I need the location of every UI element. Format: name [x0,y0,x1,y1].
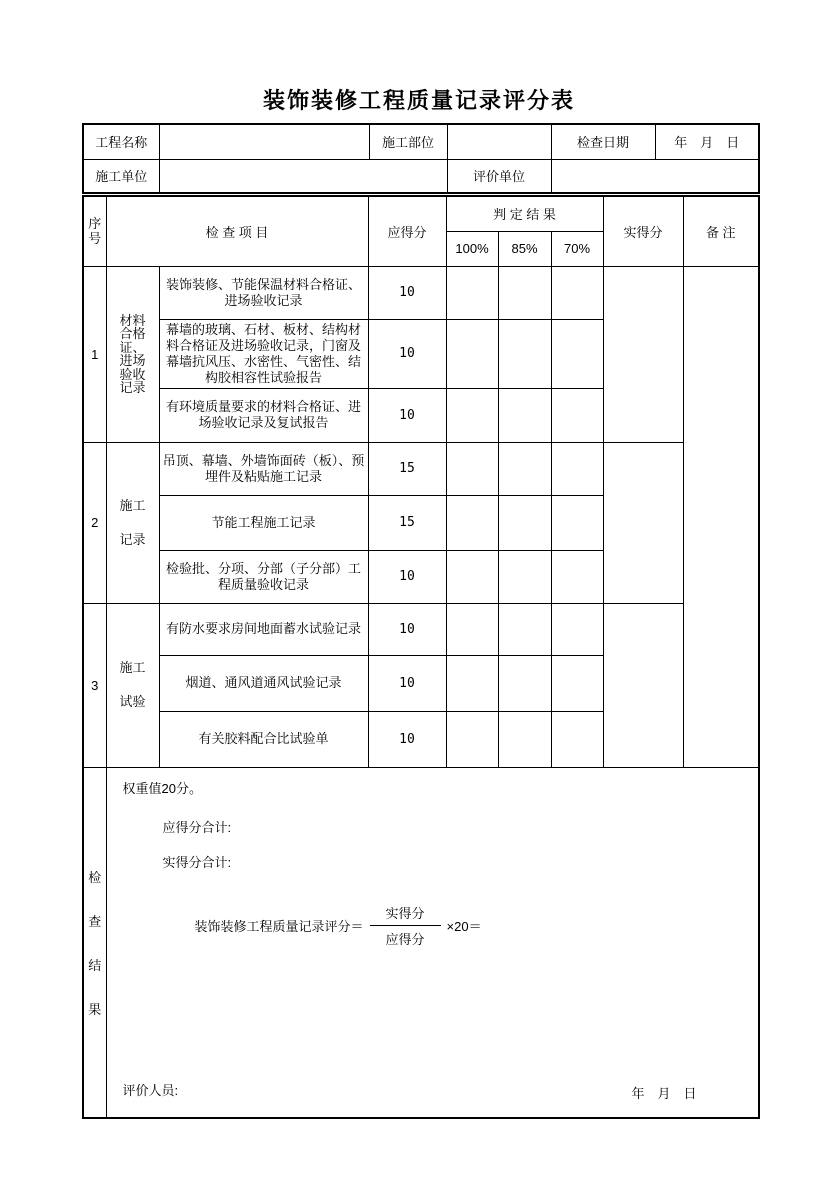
construction-unit-label: 施工单位 [83,159,159,193]
judgment-85-cell [498,711,551,767]
score-table [82,195,760,1119]
judgment-100-cell [446,655,498,711]
header-judgment-100: 100% [446,231,498,266]
judgment-70-cell [551,655,603,711]
actual-score-cell-group1 [603,266,683,442]
actual-total-label: 实得分合计: [162,854,232,870]
header-actual-score: 实得分 [603,196,683,266]
item-cell: 有关胶料配合比试验单 [159,711,368,767]
expected-total-label: 应得分合计: [162,819,232,835]
judgment-70-cell [551,495,603,550]
evaluation-unit-value [551,159,759,193]
expected-score-cell: 10 [368,388,446,442]
construction-part-value [447,124,551,159]
expected-score-cell: 10 [368,711,446,767]
evaluator-label: 评价人员: [122,1082,179,1098]
check-result-char: 结 [88,957,102,973]
expected-score-cell: 10 [368,319,446,388]
judgment-85-cell [498,266,551,319]
item-cell: 幕墙的玻璃、石材、板材、结构材料合格证及进场验收记录，门窗及幕墙抗风压、水密性、气密性、结构胶相容性试验报告 [159,319,368,388]
judgment-100-cell [446,550,498,603]
expected-score-cell: 15 [368,495,446,550]
item-cell: 装饰装修、节能保温材料合格证、进场验收记录 [159,266,368,319]
item-cell: 有防水要求房间地面蓄水试验记录 [159,603,368,655]
judgment-85-cell [498,388,551,442]
header-judgment-70: 70% [551,231,603,266]
judgment-70-cell [551,442,603,495]
seq-cell-group2: 2 [83,442,106,603]
check-date-value: 年 月 日 [655,124,759,159]
judgment-100-cell [446,266,498,319]
project-name-label: 工程名称 [83,124,159,159]
item-cell: 有环境质量要求的材料合格证、进场验收记录及复试报告 [159,388,368,442]
judgment-70-cell [551,319,603,388]
judgment-70-cell [551,388,603,442]
item-cell: 节能工程施工记录 [159,495,368,550]
judgment-85-cell [498,603,551,655]
category-cell-group2: 施工记录 [106,442,159,603]
expected-score-cell: 15 [368,442,446,495]
evaluation-unit-label: 评价单位 [447,159,551,193]
formula-denominator: 应得分 [385,931,425,947]
category-cell-group3: 施工试验 [106,603,159,767]
check-date-label: 检查日期 [551,124,655,159]
expected-score-cell: 10 [368,655,446,711]
check-result-char: 查 [88,913,102,929]
item-cell: 烟道、通风道通风试验记录 [159,655,368,711]
judgment-100-cell [446,319,498,388]
check-result-label [84,867,106,1018]
judgment-85-cell [498,655,551,711]
formula-fraction [370,902,441,949]
item-cell: 检验批、分项、分部（子分部）工程质量验收记录 [159,550,368,603]
result-date: 年 月 日 [631,1085,697,1101]
header-judgment-85: 85% [498,231,551,266]
header-judgment: 判 定 结 果 [446,196,603,231]
check-result-content [106,767,759,1118]
judgment-100-cell [446,495,498,550]
judgment-70-cell [551,266,603,319]
construction-unit-value [159,159,447,193]
judgment-85-cell [498,319,551,388]
page-title: 装饰装修工程质量记录评分表 [262,88,575,113]
judgment-70-cell [551,550,603,603]
header-expected-score: 应得分 [368,196,446,266]
actual-score-cell-group3 [603,603,683,767]
judgment-100-cell [446,711,498,767]
header-seq: 序号 [83,196,106,266]
judgment-70-cell [551,603,603,655]
judgment-100-cell [446,388,498,442]
project-name-value [159,124,369,159]
check-result-char: 果 [88,1001,102,1017]
formula-suffix: ×20＝ [446,918,482,934]
info-table [82,123,760,194]
remark-cell [683,266,759,767]
formula-prefix: 装饰装修工程质量记录评分＝ [194,918,364,934]
judgment-70-cell [551,711,603,767]
actual-score-cell-group2 [603,442,683,603]
category-cell-group1: 材料合格证、进场验收记录 [106,266,159,442]
judgment-100-cell [446,603,498,655]
judgment-85-cell [498,495,551,550]
check-result-char: 检 [88,869,102,885]
judgment-100-cell [446,442,498,495]
judgment-85-cell [498,550,551,603]
header-remark: 备 注 [683,196,759,266]
seq-cell-group1: 1 [83,266,106,442]
check-result-label-cell [83,767,106,1118]
formula-numerator: 实得分 [370,902,441,926]
expected-score-cell: 10 [368,603,446,655]
expected-score-cell: 10 [368,550,446,603]
seq-cell-group3: 3 [83,603,106,767]
item-cell: 吊顶、幕墙、外墙饰面砖（板）、预埋件及粘贴施工记录 [159,442,368,495]
weight-note: 权重值20分。 [122,780,202,796]
header-item: 检 查 项 目 [106,196,368,266]
construction-part-label: 施工部位 [369,124,447,159]
judgment-85-cell [498,442,551,495]
score-formula [195,902,482,949]
expected-score-cell: 10 [368,266,446,319]
